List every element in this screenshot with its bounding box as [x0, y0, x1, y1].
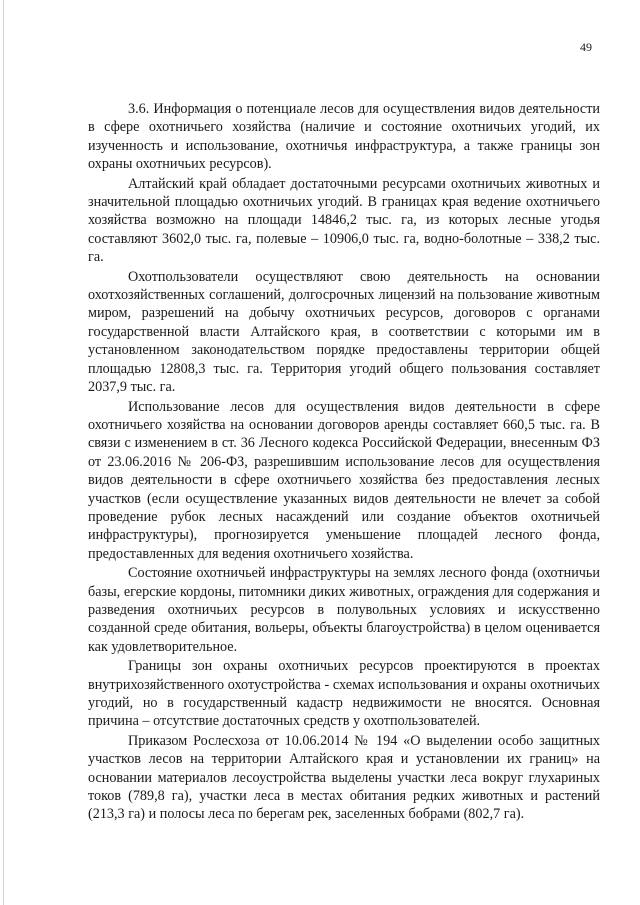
paragraph-forest-use: Использование лесов для осуществления видов деятельности в сфере охотничьего хозяйства на основании договоров аренды составляет 660,5 тыс. га. В связи с изменением в ст. 36 Лесного кодекса Российской Федерации, внесенным ФЗ от 23.06.2016 № 206-ФЗ, разрешившим использование лесов для осуществления видов деятельности в сфере охотничьего хозяйства без предоставления лесных участков (если осуществление указанных видов деятельности не влечет за собой проведение рубок лесных насаждений или создание объектов охотничьей инфраструктуры), прогнозируется уменьшение площадей лесного фонда, предоставленных для ведения охотничьего хозяйства. [88, 398, 600, 562]
paragraph-protection-zones: Границы зон охраны охотничьих ресурсов проектируются в проектах внутрихозяйственного охотустройства - схемах использования и охраны охотничьих угодий, но в государственный кадастр недвижимости не вносятся. Основная причина – отсутствие достаточных средств у охотпользователей. [88, 658, 600, 730]
paragraph-hunting-resources: Алтайский край обладает достаточными ресурсами охотничьих животных и значительной площадью охотничьих угодий. В границах края ведение охотничьего хозяйства возможно на площади 14846,2 тыс. га, из которых лесные угодья составляют 3602,0 тыс. га, полевые – 10906,0 тыс. га, водно-болотные – 338,2 тыс. га. [88, 175, 600, 266]
paragraph-order: Приказом Рослесхоза от 10.06.2014 № 194 «О выделении особо защитных участков лесов на территории Алтайского края и установлении их границ» на основании материалов лесоустройства выделены участки леса вокруг глухариных токов (789,8 га), участки леса в местах обитания редких животных и растений (213,3 га) и полосы леса по берегам рек, заселенных бобрами (802,7 га). [88, 732, 600, 823]
paragraph-section-heading: 3.6. Информация о потенциале лесов для осуществления видов деятельности в сфере охотничьего хозяйства (наличие и состояние охотничьих угодий, их изученность и использование, охотничья инфраструктура, а также границы зон охраны охотничьих ресурсов). [88, 101, 600, 173]
scan-edge [3, 0, 4, 905]
page-number: 49 [580, 40, 592, 54]
paragraph-infrastructure: Состояние охотничьей инфраструктуры на землях лесного фонда (охотничьи базы, егерские кордоны, питомники диких животных, ограждения для содержания и разведения охотничьих ресурсов в полувольных условиях и искусственно созданной среде обитания, вольеры, объекты благоустройства) в целом оценивается как удовлетворительное. [88, 565, 600, 655]
paragraph-hunting-users: Охотпользователи осуществляют свою деятельность на основании охотхозяйственных соглашений, долгосрочных лицензий на пользование животным миром, разрешений на добычу охотничьих ресурсов, договоров с органами государственной власти Алтайского края, в соответствии с которыми им в установленном законодательством порядке предоставлены территории общей площадью 12808,3 тыс. га. Территория угодий общего пользования составляет 2037,9 тыс. га. [88, 268, 600, 396]
document-body [88, 100, 600, 825]
